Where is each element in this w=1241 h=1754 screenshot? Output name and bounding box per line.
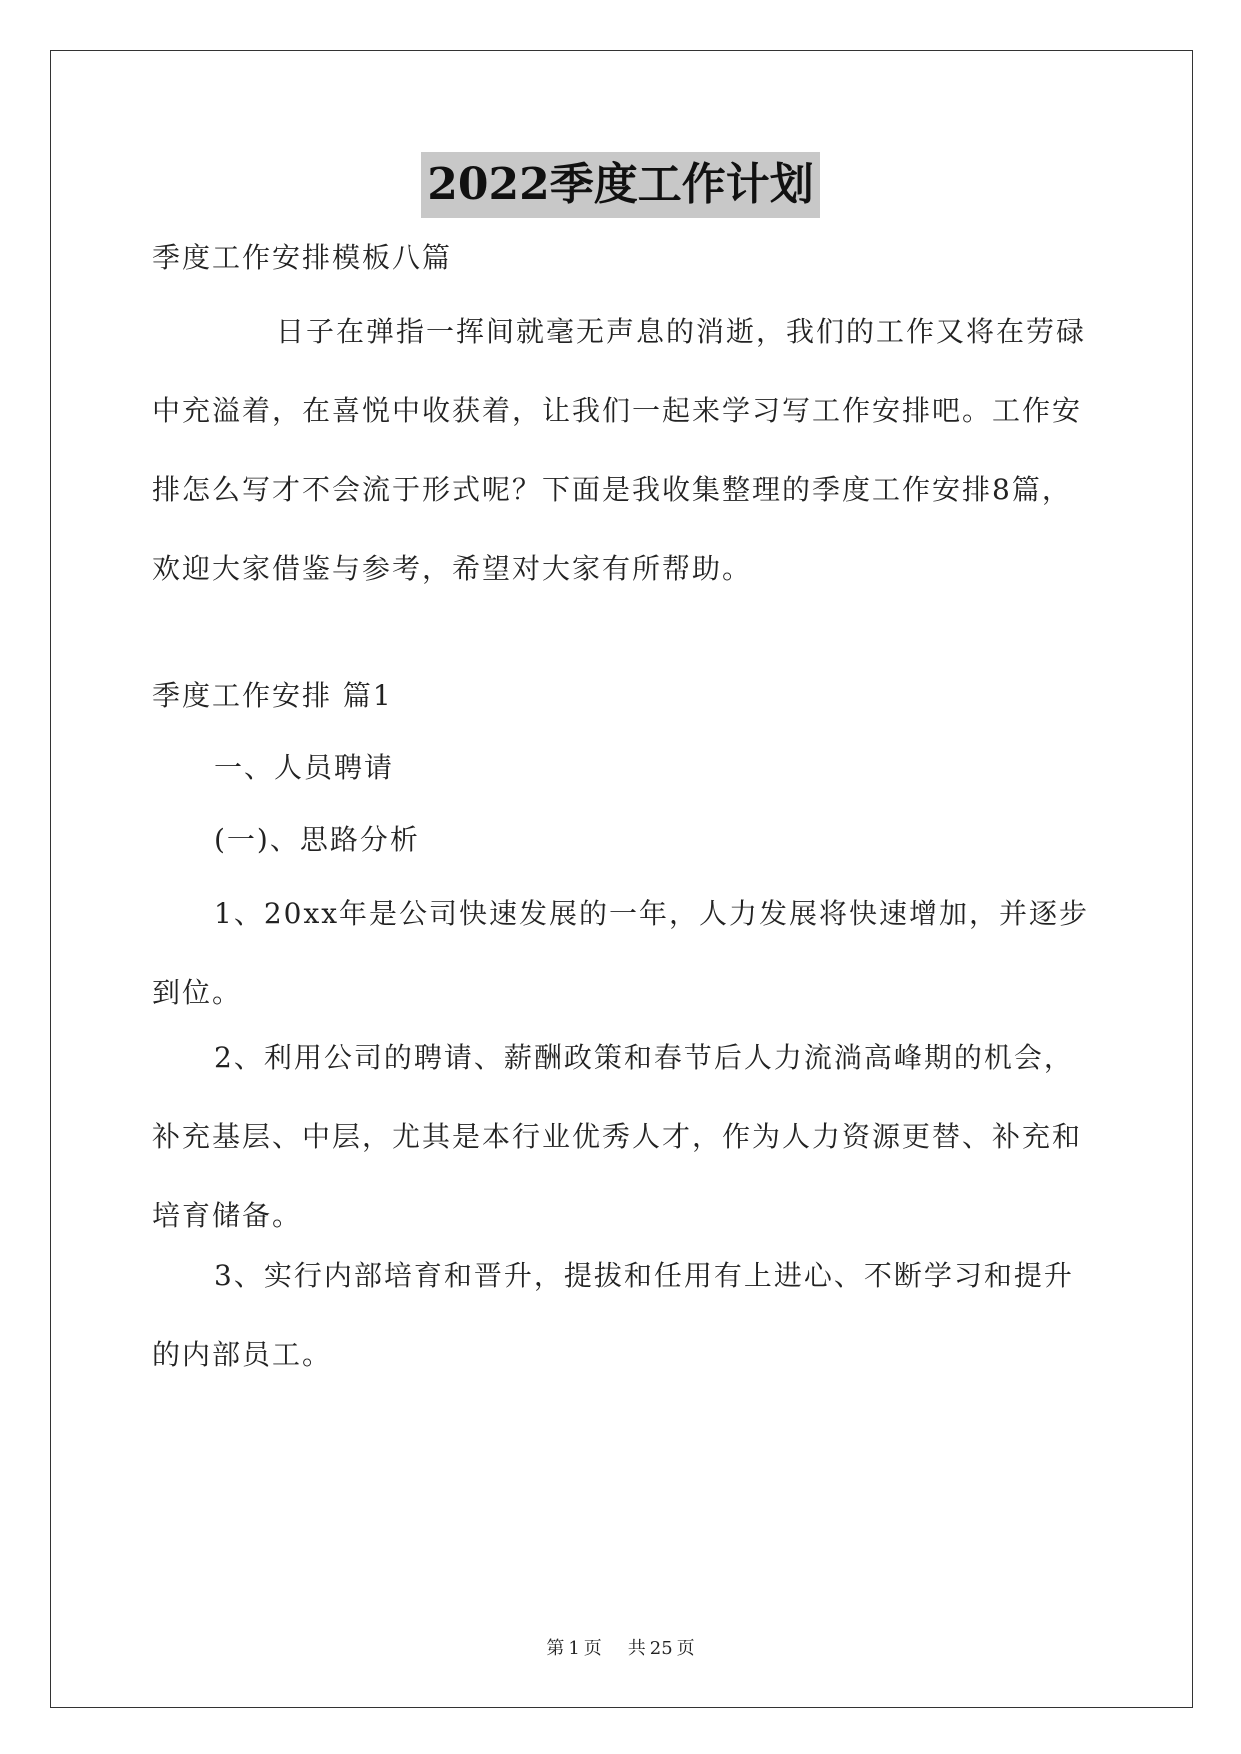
total-prefix: 共	[627, 1638, 646, 1659]
list-item-1: 1、20xx年是公司快速发展的一年，人力发展将快速增加，并逐步到位。	[152, 897, 1090, 1009]
list-item-3: 3、实行内部培育和晋升，提拔和任用有上进心、不断学习和提升的内部员工。	[152, 1259, 1074, 1371]
page-footer	[0, 1634, 1241, 1660]
page-prefix: 第	[546, 1638, 565, 1659]
document-subtitle: 季度工作安排模板八篇	[152, 241, 453, 274]
page-number: 1	[568, 1638, 580, 1659]
heading-level-1: 一、人员聘请	[214, 751, 395, 784]
total-pages: 25	[649, 1638, 673, 1659]
intro-paragraph: 日子在弹指一挥间就毫无声息的消逝，我们的工作又将在劳碌中充溢着，在喜悦中收获着，让我们一起来学习写工作安排吧。工作安排怎么写才不会流于形式呢？下面是我收集整理的季度工作安排8篇，欢迎大家借鉴与参考，希望对大家有所帮助。	[152, 315, 1087, 585]
document-title: 2022季度工作计划	[421, 152, 819, 218]
list-item-2: 2、利用公司的聘请、薪酬政策和春节后人力流淌高峰期的机会，补充基层、中层，尤其是本行业优秀人才，作为人力资源更替、补充和培育储备。	[152, 1041, 1083, 1232]
page-suffix: 页	[583, 1638, 602, 1659]
heading-level-2: (一)、思路分析	[214, 823, 420, 856]
title-container	[0, 152, 1241, 218]
total-suffix: 页	[676, 1638, 695, 1659]
section-heading: 季度工作安排 篇1	[152, 679, 393, 712]
